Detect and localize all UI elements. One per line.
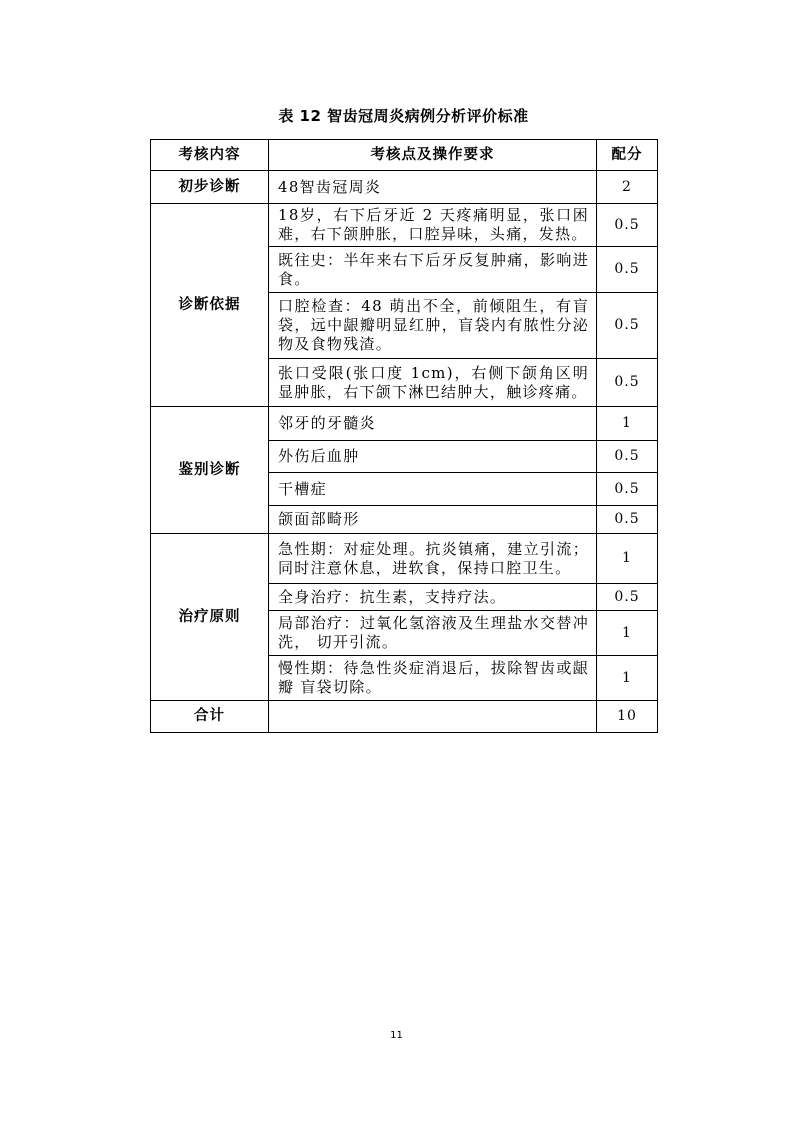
total-score: 10 — [597, 701, 658, 733]
category-cell: 治疗原则 — [151, 534, 269, 701]
header-score: 配分 — [597, 140, 658, 171]
requirement-cell: 颌面部畸形 — [269, 506, 597, 534]
requirement-cell: 外伤后血肿 — [269, 441, 597, 473]
score-cell: 0.5 — [597, 473, 658, 506]
score-cell: 0.5 — [597, 293, 658, 359]
score-cell: 1 — [597, 656, 658, 701]
requirement-cell: 局部治疗：过氧化氢溶液及生理盐水交替冲洗， 切开引流。 — [269, 611, 597, 656]
header-category: 考核内容 — [151, 140, 269, 171]
requirement-cell: 张口受限(张口度 1cm)，右侧下颌角区明显肿胀，右下颌下淋巴结肿大，触诊疼痛。 — [269, 359, 597, 407]
requirement-cell: 干槽症 — [269, 473, 597, 506]
table-total-row — [151, 701, 658, 733]
requirement-cell: 慢性期：待急性炎症消退后，拔除智齿或龈瓣 盲袋切除。 — [269, 656, 597, 701]
score-cell: 2 — [597, 171, 658, 204]
evaluation-table — [150, 139, 658, 733]
requirement-cell: 邻牙的牙髓炎 — [269, 407, 597, 441]
score-cell: 0.5 — [597, 441, 658, 473]
score-cell: 0.5 — [597, 359, 658, 407]
requirement-cell: 48智齿冠周炎 — [269, 171, 597, 204]
score-cell: 0.5 — [597, 506, 658, 534]
score-cell: 1 — [597, 407, 658, 441]
table-row — [151, 407, 658, 441]
category-cell: 诊断依据 — [151, 204, 269, 407]
score-cell: 0.5 — [597, 584, 658, 611]
score-cell: 0.5 — [597, 204, 658, 247]
requirement-cell: 急性期：对症处理。抗炎镇痛，建立引流；同时注意休息，进软食，保持口腔卫生。 — [269, 534, 597, 584]
score-cell: 1 — [597, 534, 658, 584]
score-cell: 1 — [597, 611, 658, 656]
table-header-row — [151, 140, 658, 171]
page-number: 11 — [390, 1030, 403, 1041]
total-empty-cell — [269, 701, 597, 733]
requirement-cell: 口腔检查：48 萌出不全，前倾阻生，有盲袋，远中龈瓣明显红肿，盲袋内有脓性分泌物及食物残渣。 — [269, 293, 597, 359]
category-cell: 鉴别诊断 — [151, 407, 269, 534]
requirement-cell: 全身治疗：抗生素，支持疗法。 — [269, 584, 597, 611]
category-cell: 初步诊断 — [151, 171, 269, 204]
total-label: 合计 — [151, 701, 269, 733]
table-title: 表 12 智齿冠周炎病例分析评价标准 — [278, 107, 529, 125]
score-cell: 0.5 — [597, 247, 658, 293]
header-requirement: 考核点及操作要求 — [269, 140, 597, 171]
requirement-cell: 18岁，右下后牙近 2 天疼痛明显，张口困难，右下颌肿胀，口腔异味，头痛，发热。 — [269, 204, 597, 247]
table-row — [151, 171, 658, 204]
requirement-cell: 既往史：半年来右下后牙反复肿痛，影响进食。 — [269, 247, 597, 293]
table-row — [151, 204, 658, 247]
table-row — [151, 534, 658, 584]
